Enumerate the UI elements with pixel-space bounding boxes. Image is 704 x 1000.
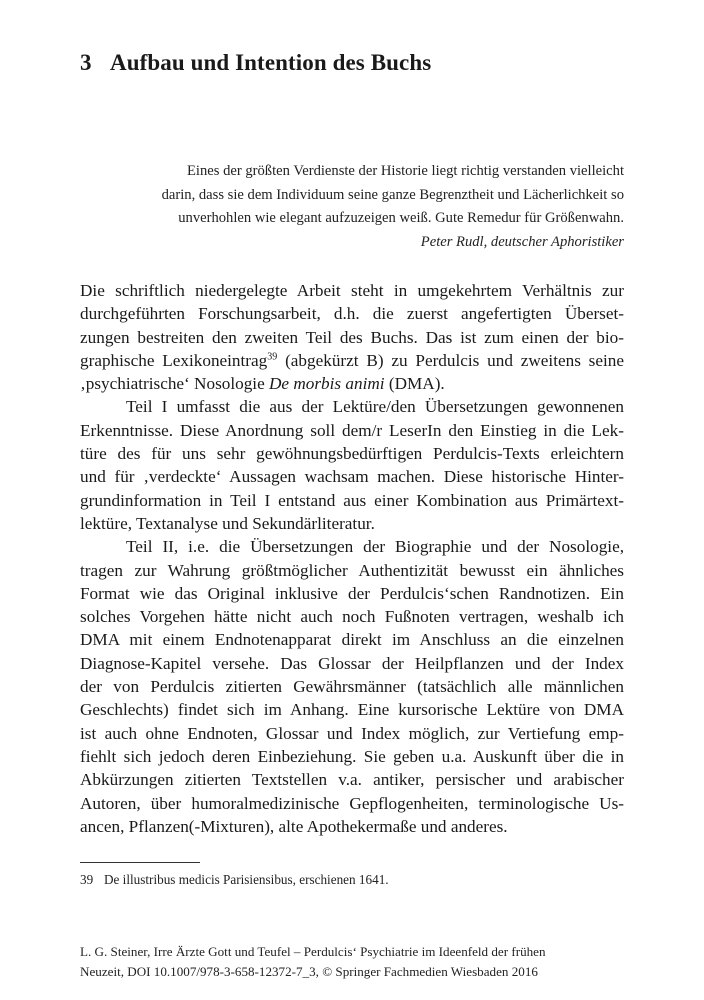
- epigraph-line: unverhohlen wie elegant aufzuzeigen weiß. Gute Remedur für Größenwahn.: [178, 210, 624, 226]
- body-line: Geschlechts) findet sich im Anhang. Eine kursorische Lektüre von DMA: [80, 700, 624, 720]
- epigraph-line: darin, dass sie dem Individuum seine ganze Begrenztheit und Lächerlichkeit so: [161, 186, 624, 203]
- body-line: ist auch ohne Endnoten, Glossar und Index möglich, zur Vertiefung emp-: [80, 723, 624, 743]
- body-line-part: (abgekürzt B) zu Perdulcis und zweitens seine: [277, 350, 624, 370]
- body-line: Format wie das Original inklusive der Perdulcis‘schen Randnotizen. Ein: [80, 583, 624, 603]
- body-line: zungen bestreiten den zweiten Teil des Buchs. Das ist zum einen der bio-: [80, 327, 624, 347]
- body-line: Autoren, über humoralmedizinische Gepflogenheiten, terminologische Us-: [80, 793, 624, 813]
- body-line: türe des für uns sehr gewöhnungsbedürftigen Perdulcis-Texts erleichtern: [80, 444, 624, 464]
- citation-line: Neuzeit, DOI 10.1007/978-3-658-12372-7_3, © Springer Fachmedien Wiesbaden 2016: [80, 964, 538, 979]
- footnote-number: 39: [80, 872, 94, 887]
- body-line: [80, 372, 624, 395]
- chapter-heading: [80, 50, 431, 76]
- body-line-part: graphische Lexikoneintrag: [80, 350, 268, 370]
- body-line: Teil II, i.e. die Übersetzungen der Biographie und der Nosologie,: [126, 537, 624, 557]
- body-line: grundinformation in Teil I entstand aus einer Kombination aus Primärtext-: [80, 490, 624, 510]
- body-line: Diagnose-Kapitel versehe. Das Glossar der Heilpflanzen und der Index: [80, 653, 624, 673]
- body-line: durchgeführten Forschungsarbeit, d.h. die zuerst angefertigten Überset-: [80, 304, 624, 324]
- footnote-rule: [80, 862, 200, 863]
- body-line: DMA mit einem Endnotenapparat direkt im Anschluss an die einzelnen: [80, 630, 624, 650]
- citation: [80, 942, 640, 982]
- footnote-marker: 39: [267, 351, 278, 363]
- body-line: fiehlt sich jedoch deren Einbeziehung. Sie geben u.a. Auskunft über die in: [80, 746, 624, 766]
- body-line-part: ‚psychiatrische‘ Nosologie: [80, 374, 270, 394]
- work-title: De morbis animi: [269, 374, 385, 394]
- epigraph-line: Eines der größten Verdienste der Historie liegt richtig verstanden vielleicht: [187, 163, 624, 179]
- body-line: [80, 349, 624, 372]
- body-line: Abkürzungen zitierten Textstellen v.a. antiker, persischer und arabischer: [80, 770, 624, 790]
- body-line: Teil I umfasst die aus der Lektüre/den Übersetzungen gewonnenen: [126, 397, 624, 417]
- body-line: ancen, Pflanzen(-Mixturen), alte Apothekermaße und anderes.: [80, 816, 508, 836]
- body-line: der von Perdulcis zitierten Gewährsmänner (tatsächlich alle männlichen: [80, 677, 624, 697]
- chapter-number: 3: [80, 50, 92, 75]
- epigraph-attribution: Peter Rudl, deutscher Aphoristiker: [420, 233, 624, 250]
- body-text: [80, 279, 624, 838]
- footnote-text: De illustribus medicis Parisiensibus, erschienen 1641.: [104, 872, 389, 887]
- body-line: tragen zur Wahrung größtmöglicher Authentizität bewusst ein ähnliches: [80, 560, 624, 580]
- citation-line: L. G. Steiner, Irre Ärzte Gott und Teufel – Perdulcis‘ Psychiatrie im Ideenfeld der frühen: [80, 944, 546, 959]
- body-line-part: (DMA).: [384, 374, 445, 394]
- body-line: Die schriftlich niedergelegte Arbeit steht in umgekehrtem Verhältnis zur: [80, 281, 624, 300]
- body-line: Erkenntnisse. Diese Anordnung soll dem/r LeserIn den Einstieg in die Lek-: [80, 420, 624, 440]
- footnote: [80, 872, 389, 888]
- body-line: solches Vorgehen hätte nicht auch noch Fußnoten vertragen, weshalb ich: [80, 607, 624, 627]
- body-line: lektüre, Textanalyse und Sekundärliteratur.: [80, 513, 375, 533]
- chapter-title: Aufbau und Intention des Buchs: [110, 50, 432, 75]
- epigraph: [80, 160, 624, 254]
- body-line: und für ‚verdeckte‘ Aussagen wachsam machen. Diese historische Hinter-: [80, 467, 624, 487]
